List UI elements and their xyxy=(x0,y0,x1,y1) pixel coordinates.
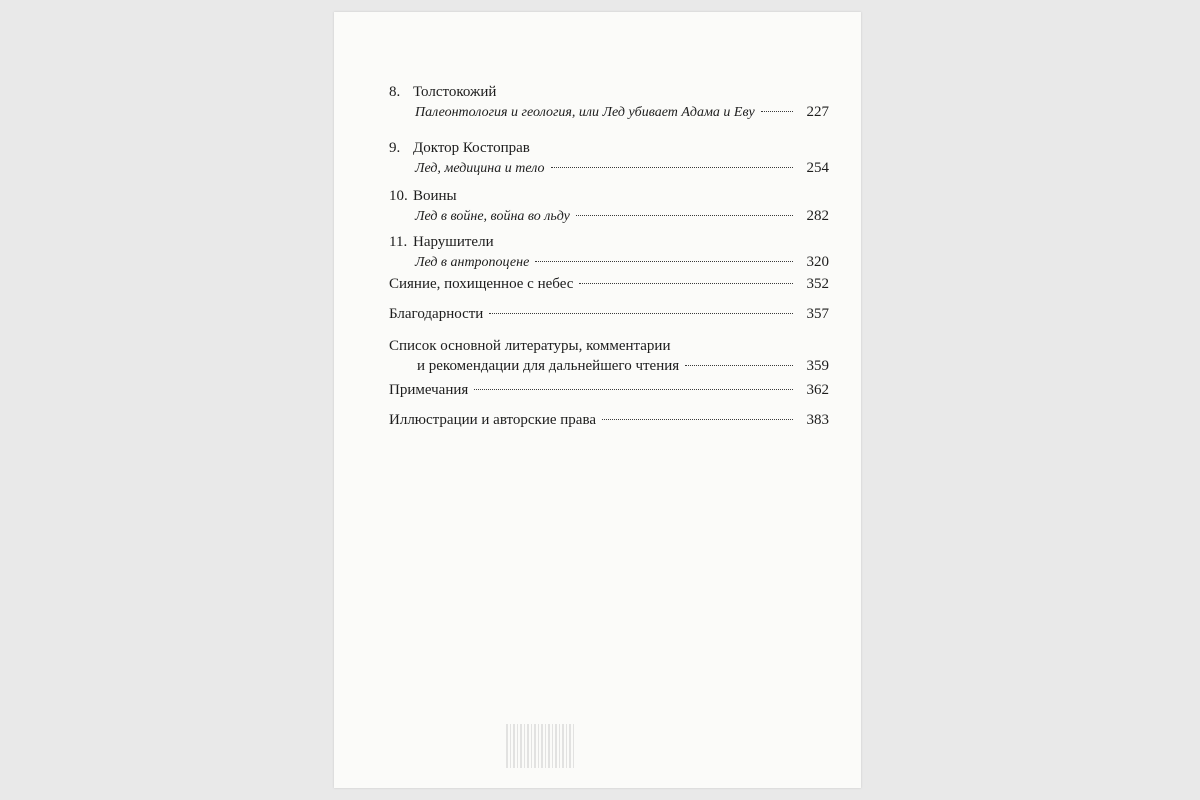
section-row xyxy=(389,304,829,324)
dot-leader xyxy=(535,261,793,262)
section-row xyxy=(389,274,829,294)
toc-chapter-10 xyxy=(389,186,829,227)
chapter-subtitle: Лед, медицина и тело xyxy=(415,161,545,176)
section-row xyxy=(389,380,829,400)
section-row xyxy=(389,356,829,376)
chapter-subtitle-row xyxy=(389,252,829,273)
page-number: 320 xyxy=(806,254,829,270)
chapter-subtitle-row xyxy=(389,206,829,227)
chapter-number: 10. xyxy=(389,188,408,204)
page-number: 227 xyxy=(806,104,829,120)
page-number: 254 xyxy=(806,160,829,176)
section-title: Примечания xyxy=(389,382,469,398)
section-title: Сияние, похищенное с небес xyxy=(389,276,574,292)
dot-leader xyxy=(685,365,793,366)
chapter-subtitle: Палеонтология и геология, или Лед убивает Адама и Еву xyxy=(415,105,755,120)
chapter-subtitle-row xyxy=(389,102,829,123)
page-number: 362 xyxy=(806,382,829,398)
toc-section-epilogue xyxy=(389,274,829,294)
page-number: 359 xyxy=(806,358,829,374)
section-title: Благодарности xyxy=(389,306,484,322)
toc-section-notes xyxy=(389,380,829,400)
chapter-subtitle: Лед в антропоцене xyxy=(415,255,530,270)
page-number: 357 xyxy=(806,306,829,322)
toc-section-bibliography xyxy=(389,336,829,376)
page-number: 352 xyxy=(806,276,829,292)
dot-leader xyxy=(576,215,793,216)
chapter-subtitle-row xyxy=(389,158,829,179)
chapter-heading xyxy=(389,232,829,252)
toc-section-illustrations xyxy=(389,410,829,430)
dot-leader xyxy=(551,167,793,168)
dot-leader xyxy=(602,419,793,420)
section-title-line-1: Список основной литературы, комментарии xyxy=(389,338,671,354)
toc-section-acknowledgements xyxy=(389,304,829,324)
dot-leader xyxy=(474,389,793,390)
chapter-heading xyxy=(389,138,829,158)
toc-chapter-11 xyxy=(389,232,829,273)
chapter-title: Воины xyxy=(413,188,457,204)
chapter-heading xyxy=(389,82,829,102)
page-number: 282 xyxy=(806,208,829,224)
section-title: Иллюстрации и авторские права xyxy=(389,412,597,428)
chapter-title: Нарушители xyxy=(413,234,494,250)
dot-leader xyxy=(761,111,793,112)
dot-leader xyxy=(579,283,793,284)
chapter-subtitle: Лед в войне, война во льду xyxy=(415,209,570,224)
section-row xyxy=(389,410,829,430)
book-page xyxy=(334,12,861,788)
chapter-number: 8. xyxy=(389,84,401,100)
chapter-title: Толстокожий xyxy=(413,84,497,100)
dot-leader xyxy=(489,313,793,314)
chapter-number: 9. xyxy=(389,140,401,156)
toc-chapter-9 xyxy=(389,138,829,179)
chapter-heading xyxy=(389,186,829,206)
page-number: 383 xyxy=(806,412,829,428)
section-title-line-2: и рекомендации для дальнейшего чтения xyxy=(417,358,680,374)
chapter-number: 11. xyxy=(389,234,408,250)
barcode-show-through xyxy=(506,724,574,768)
chapter-title: Доктор Костоправ xyxy=(413,140,530,156)
toc-chapter-8 xyxy=(389,82,829,123)
